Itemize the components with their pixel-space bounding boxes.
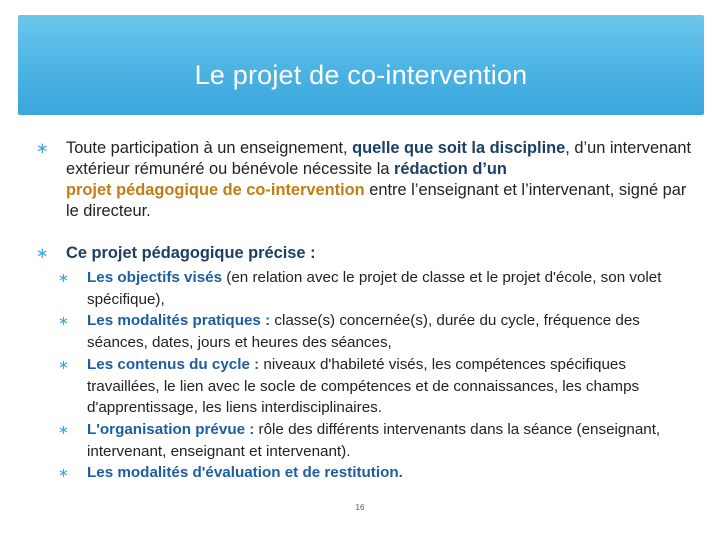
sub-bullet-text: classe(s) concernée(s), durée du cycle, fréquence des séances, dates, jours et heures des séances, — [87, 312, 640, 352]
sub-bullet-label: Les contenus du cycle : — [87, 355, 260, 373]
bullet-marker-icon: ∗ — [36, 245, 49, 262]
bullet-heading: Ce projet pédagogique précise : — [66, 244, 316, 262]
bullet-marker-icon: ∗ — [58, 270, 69, 285]
sub-bullet-label: Les modalités d'évaluation et de restitution. — [87, 464, 403, 482]
sub-bullet-label: Les objectifs visés — [87, 269, 223, 286]
sub-bullet-modalites-pratiques — [58, 310, 696, 353]
sub-bullet-text: rôle des différents intervenants dans la séance (enseignant, intervenant, enseignant et intervenant). — [87, 420, 661, 460]
bullet-text: entre l’enseignant et l’intervenant, signé par le directeur. — [66, 181, 687, 220]
page-number: 16 — [355, 503, 365, 512]
bullet-text: Toute participation à un enseignement, — [66, 139, 353, 157]
sub-bullet-evaluation — [58, 462, 696, 484]
bullet-marker-icon: ∗ — [58, 421, 69, 437]
bullet-marker-icon: ∗ — [58, 313, 69, 329]
highlight-redaction: rédaction d’un — [394, 160, 507, 178]
sub-bullet-text: (en relation avec le projet de classe et le projet d'école, son volet spécifique), — [87, 269, 662, 308]
sub-bullet-list — [36, 267, 696, 484]
sub-bullet-label: L'organisation prévue : — [87, 420, 255, 438]
sub-bullet-contenus — [58, 354, 696, 419]
bullet-marker-icon: ∗ — [58, 356, 69, 372]
highlight-projet-pedagogique: projet pédagogique de co-intervention — [66, 181, 365, 199]
bullet-projet-precise — [36, 243, 696, 264]
sub-bullet-objectifs — [58, 267, 696, 310]
slide-content — [36, 138, 696, 484]
sub-bullet-organisation — [58, 419, 696, 462]
sub-bullet-label: Les modalités pratiques : — [87, 312, 271, 330]
bullet-marker-icon: ∗ — [36, 140, 49, 157]
slide-title: Le projet de co-intervention — [194, 60, 528, 90]
bullet-marker-icon: ∗ — [58, 465, 69, 481]
bullet-text: , d’un intervenant extérieur rémunéré ou bénévole nécessite la — [66, 139, 692, 178]
sub-bullet-text: niveaux d'habileté visés, les compétences spécifiques travaillées, le lien avec le socle de compétences et de connaissances, les champs d'apprentissage, les liens interdisciplinaires. — [87, 355, 640, 417]
highlight-discipline: quelle que soit la discipline — [352, 139, 566, 157]
bullet-participation — [36, 138, 696, 222]
